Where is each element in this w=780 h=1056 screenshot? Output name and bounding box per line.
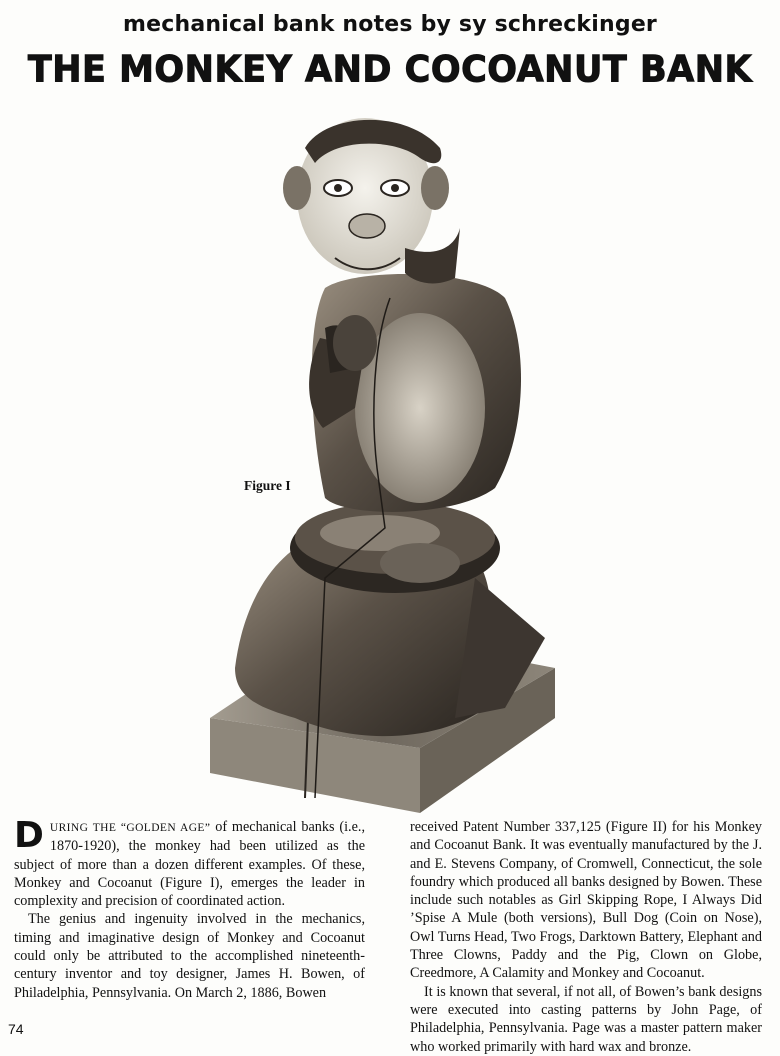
paragraph-1-text: of mechanical banks (i.e., 1870-1920), the monkey had been utilized as the subject of more than a dozen different examples. Of these, Monkey and Cocoanut (Figure I), emerges the leader in complexity and precision of coordinated action.	[14, 819, 365, 910]
article-column-right	[410, 818, 762, 1056]
monkey-head	[283, 118, 460, 283]
paragraph-3-text: It is known that several, if not all, of Bowen’s bank designs were executed into casting patterns by John Page, of Philadelphia, Pennsylvania. Page was a master pattern maker who worked primarily with hard wax and bronze.	[410, 983, 762, 1055]
paragraph-1	[14, 815, 365, 910]
article-column-left	[14, 815, 365, 1002]
paragraph-2	[14, 910, 365, 1001]
monkey-torso	[309, 274, 521, 512]
bank-photo	[205, 108, 565, 818]
paragraph-2-continued: received Patent Number 337,125 (Figure II) for his Monkey and Cocoanut Bank. It was eventually manufactured by the J. and E. Stevens Company, of Cromwell, Connecticut, the sole foundry which produced all banks designed by Bowen. These include such notables as Girl Skipping Rope, I Always Did ’Spise A Mule (both versions), Bull Dog (Coin on Nose), Owl Turns Head, Two Frogs, Darktown Battery, Elephant and Three Clowns, Paddy and the Pig, Clown on Globe, Creedmore, A Calamity and Monkey and Cocoanut.	[410, 819, 762, 982]
paragraph-3	[410, 983, 762, 1056]
page-number: 74	[8, 1021, 24, 1037]
figure-caption: Figure I	[244, 478, 291, 493]
article-title: THE MONKEY AND COCOANUT BANK	[27, 49, 753, 91]
drop-cap: D	[14, 815, 44, 856]
lead-smallcaps: URING THE “GOLDEN AGE”	[49, 822, 211, 834]
paragraph-2-text: The genius and ingenuity involved in the mechanics, timing and imaginative design of Monkey and Cocoanut could only be attributed to the accomplished nineteenth-century inventor and toy designer, James H. Bowen, of Philadelphia, Pennsylvania. On March 2, 1886, Bowen	[14, 911, 365, 1001]
series-kicker: mechanical bank notes by sy schreckinger	[122, 12, 657, 37]
